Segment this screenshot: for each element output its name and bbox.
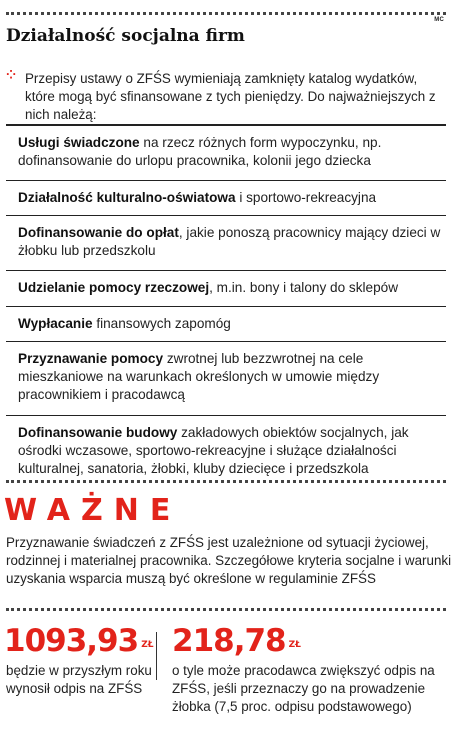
item-bold: Przyznawanie pomocy bbox=[18, 351, 164, 366]
list-item bbox=[6, 342, 446, 416]
author-credit: MC bbox=[434, 17, 444, 23]
stat-description: o tyle może pracodawca zwiększyć odpis na ZFŚS, jeśli przeznaczy go na prowadzenie żłobka (7,5 proc. odpisu podstawowego) bbox=[172, 663, 435, 714]
expense-list bbox=[6, 124, 446, 488]
wazne-heading: WAŻNE bbox=[4, 493, 182, 528]
stats-dotted-rule bbox=[6, 608, 446, 611]
item-bold: Wypłacanie bbox=[18, 316, 93, 331]
page-title: Działalność socjalna firm bbox=[6, 26, 245, 46]
stat-annual-deduction bbox=[4, 623, 154, 698]
list-item bbox=[6, 181, 446, 216]
item-text: i sportowo-rekreacyjna bbox=[235, 190, 377, 205]
item-text: , m.in. bony i talony do sklepów bbox=[209, 280, 399, 295]
item-bold: Udzielanie pomocy rzeczowej bbox=[18, 280, 210, 295]
dot-bullet-icon: ⁘ bbox=[6, 68, 17, 82]
item-bold: Usługi świadczone bbox=[18, 135, 140, 150]
item-text: zakładowych obiektów socjalnych, jak ośrodki wczasowe, sportowo-rekreacyjne i służące działalności kulturalnej, sanatoria, żłobki, kluby dziecięce i przedszkola bbox=[18, 425, 409, 476]
stat-value: 218,78 bbox=[172, 623, 286, 659]
stat-unit: ZŁ bbox=[288, 640, 301, 650]
intro-paragraph bbox=[6, 70, 446, 124]
stat-value-line bbox=[172, 623, 452, 659]
top-dotted-rule bbox=[6, 12, 446, 15]
wazne-dotted-rule bbox=[6, 480, 446, 483]
list-item bbox=[6, 216, 446, 271]
stat-description: będzie w przyszłym roku wynosił odpis na ZFŚS bbox=[6, 663, 152, 696]
stat-value: 1093,93 bbox=[4, 623, 139, 659]
intro-text: Przepisy ustawy o ZFŚS wymieniają zamknięty katalog wydatków, które mogą być sfinansowane z tych pieniędzy. Do najważniejszych z nich należą: bbox=[25, 71, 436, 122]
item-text: na rzecz różnych form wypoczynku, np. dofinansowanie do urlopu pracownika, kolonii jego dziecka bbox=[18, 135, 382, 168]
stat-nursery-increase bbox=[172, 623, 452, 716]
item-text: finansowych zapomóg bbox=[92, 316, 231, 331]
item-bold: Działalność kulturalno-oświatowa bbox=[18, 190, 236, 205]
wazne-text: Przyznawanie świadczeń z ZFŚS jest uzależnione od sytuacji życiowej, rodzinnej i materialnej pracownika. Szczegółowe kryteria socjalne i warunki uzyskania wsparcia muszą być określone w regulaminie ZFŚS bbox=[6, 535, 452, 586]
stat-unit: ZŁ bbox=[141, 640, 154, 650]
item-text: zwrotnej lub bezzwrotnej na cele mieszkaniowe na warunkach określonych w umowie między pracownikiem i pracodawcą bbox=[18, 351, 380, 402]
list-item bbox=[6, 416, 446, 488]
item-bold: Dofinansowanie budowy bbox=[18, 425, 178, 440]
item-bold: Dofinansowanie do opłat bbox=[18, 225, 179, 240]
list-item bbox=[6, 271, 446, 307]
item-text: , jakie ponoszą pracownicy mający dzieci w żłobku lub przedszkolu bbox=[18, 225, 441, 258]
stat-value-line bbox=[4, 623, 154, 659]
list-item bbox=[6, 126, 446, 181]
stat-divider bbox=[156, 632, 157, 680]
list-item bbox=[6, 307, 446, 342]
